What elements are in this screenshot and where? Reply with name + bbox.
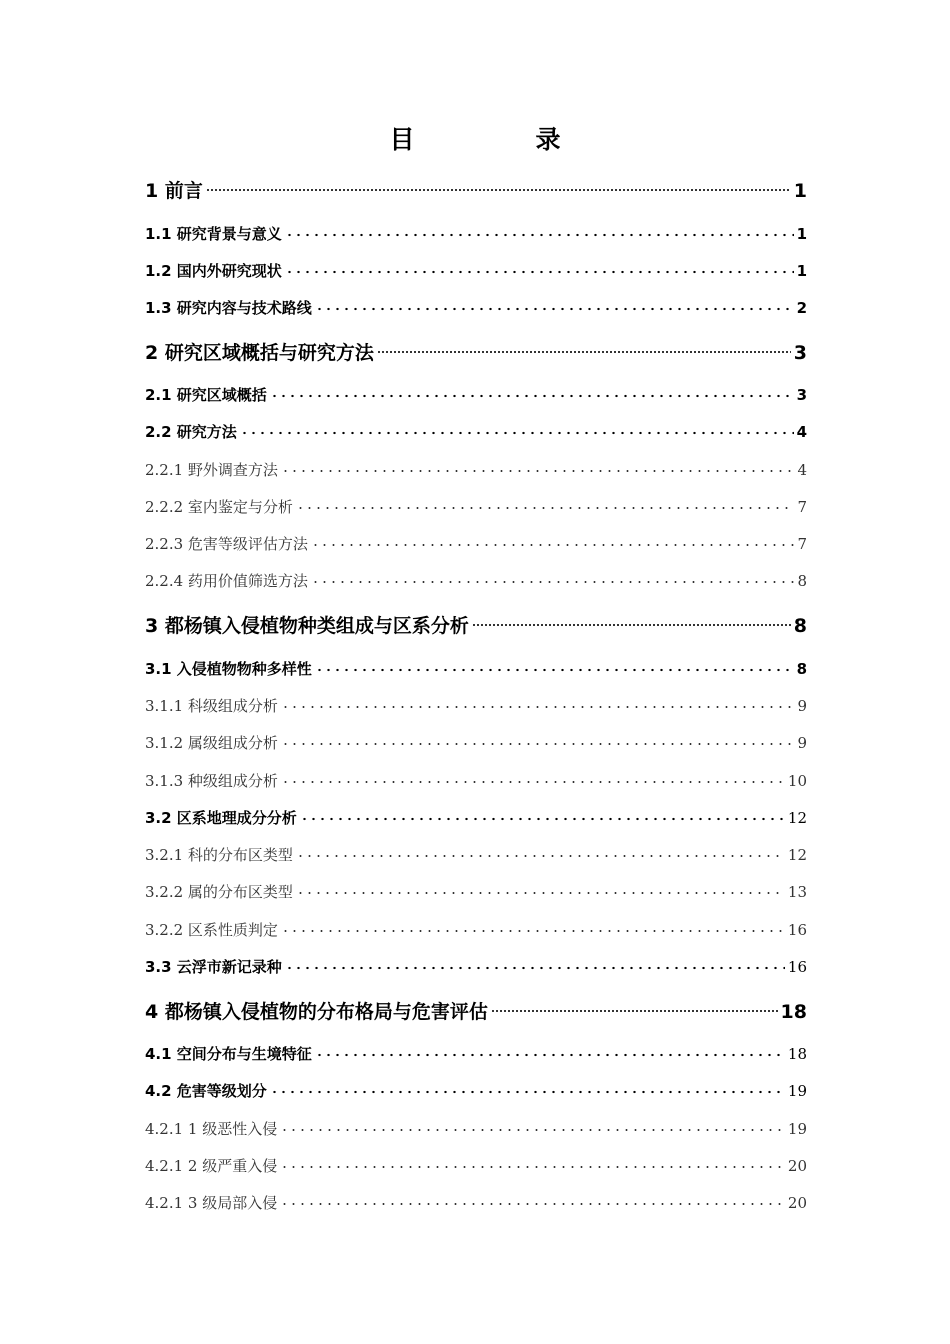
dot-leader: [270, 386, 794, 400]
toc-entry-page: 18: [787, 1045, 807, 1063]
toc-entry-3-1-3[interactable]: [145, 768, 807, 794]
toc-entry-4-2-1[interactable]: [145, 1116, 807, 1142]
toc-entry-label: 3.1.3 种级组成分析: [145, 772, 278, 790]
toc-entry-page: 4: [797, 461, 807, 479]
toc-entry-1-3[interactable]: [145, 295, 807, 321]
toc-entry-page: 18: [780, 1001, 807, 1023]
toc-entry-page: 19: [787, 1082, 807, 1100]
toc-entry-4-2-2[interactable]: [145, 1153, 807, 1179]
toc-entry-page: 20: [787, 1194, 807, 1212]
toc-entry-label: 2.2.3 危害等级评估方法: [145, 535, 308, 553]
toc-entry-2-2-3[interactable]: [145, 531, 807, 557]
toc-entry-label: 3 都杨镇入侵植物种类组成与区系分析: [145, 615, 469, 637]
toc-entry-3[interactable]: [145, 611, 807, 641]
toc-entry-label: 2.2.2 室内鉴定与分析: [145, 498, 293, 516]
toc-entry-label: 2.2.4 药用价值筛选方法: [145, 572, 308, 590]
toc-entry-1-1[interactable]: [145, 221, 807, 247]
toc-entry-label: 1.1 研究背景与意义: [145, 225, 282, 243]
toc-entry-page: 1: [796, 262, 807, 280]
toc-entry-3-2-3[interactable]: [145, 917, 807, 943]
dot-leader: [311, 572, 795, 586]
toc-entry-label: 4 都杨镇入侵植物的分布格局与危害评估: [145, 1001, 488, 1023]
toc-entry-label: 4.1 空间分布与生境特征: [145, 1045, 312, 1063]
toc-entry-2[interactable]: [145, 338, 807, 368]
toc-entry-3-2[interactable]: [145, 805, 807, 831]
dot-leader: [206, 179, 791, 197]
dot-leader: [281, 921, 785, 935]
toc-entry-label: 4.2 危害等级划分: [145, 1082, 267, 1100]
toc-entry-3-1[interactable]: [145, 656, 807, 682]
toc-entry-label: 3.1.2 属级组成分析: [145, 734, 278, 752]
toc-entry-label: 3.3 云浮市新记录种: [145, 958, 282, 976]
toc-entry-1[interactable]: [145, 176, 807, 206]
toc-entry-label: 2.1 研究区域概括: [145, 386, 267, 404]
dot-leader: [296, 883, 785, 897]
toc-entry-3-2-1[interactable]: [145, 842, 807, 868]
toc-entry-label: 3.2 区系地理成分分析: [145, 809, 297, 827]
toc-entry-2-2-2[interactable]: [145, 494, 807, 520]
toc-entry-2-2-4[interactable]: [145, 568, 807, 594]
toc-entry-page: 13: [787, 883, 807, 901]
toc-entry-page: 8: [797, 572, 807, 590]
toc-entry-label: 3.2.2 属的分布区类型: [145, 883, 293, 901]
toc-entry-3-1-2[interactable]: [145, 730, 807, 756]
toc-entry-page: 3: [793, 342, 807, 364]
toc-entry-page: 4: [796, 423, 807, 441]
toc-entry-label: 4.2.1 2 级严重入侵: [145, 1157, 278, 1175]
dot-leader: [280, 1157, 785, 1171]
toc-entry-page: 9: [797, 734, 807, 752]
toc-entry-page: 9: [797, 697, 807, 715]
toc-entry-page: 7: [797, 535, 807, 553]
dot-leader: [285, 958, 785, 972]
dot-leader: [296, 498, 795, 512]
toc-entry-label: 2 研究区域概括与研究方法: [145, 342, 374, 364]
toc-entry-3-3[interactable]: [145, 954, 807, 980]
dot-leader: [281, 697, 795, 711]
toc-entry-page: 7: [797, 498, 807, 516]
toc-entry-label: 4.2.1 3 级局部入侵: [145, 1194, 278, 1212]
toc-entry-4[interactable]: [145, 997, 807, 1027]
dot-leader: [377, 341, 791, 359]
toc-entry-4-2-3[interactable]: [145, 1190, 807, 1216]
toc-entry-page: 1: [796, 225, 807, 243]
toc-entry-label: 3.1.1 科级组成分析: [145, 697, 278, 715]
dot-leader: [315, 299, 794, 313]
dot-leader: [472, 614, 791, 632]
toc-entry-2-2[interactable]: [145, 419, 807, 445]
toc-entry-2-1[interactable]: [145, 382, 807, 408]
dot-leader: [491, 1000, 778, 1018]
toc-entry-page: 16: [787, 958, 807, 976]
toc-entry-3-2-2[interactable]: [145, 879, 807, 905]
toc-entry-page: 2: [796, 299, 807, 317]
toc-entry-page: 3: [796, 386, 807, 404]
toc-entry-label: 1 前言: [145, 180, 203, 202]
toc-entry-1-2[interactable]: [145, 258, 807, 284]
dot-leader: [240, 423, 794, 437]
dot-leader: [311, 535, 795, 549]
dot-leader: [300, 809, 785, 823]
toc-entry-page: 12: [787, 846, 807, 864]
toc-entry-label: 1.2 国内外研究现状: [145, 262, 282, 280]
toc-entry-page: 19: [787, 1120, 807, 1138]
toc-entry-label: 3.2.2 区系性质判定: [145, 921, 278, 939]
toc-entry-4-2[interactable]: [145, 1078, 807, 1104]
dot-leader: [315, 1045, 785, 1059]
toc-entry-label: 2.2.1 野外调查方法: [145, 461, 278, 479]
toc-entry-page: 16: [787, 921, 807, 939]
dot-leader: [285, 225, 794, 239]
toc-entry-4-1[interactable]: [145, 1041, 807, 1067]
dot-leader: [285, 262, 794, 276]
toc-entry-page: 12: [787, 809, 807, 827]
dot-leader: [296, 846, 785, 860]
dot-leader: [280, 1120, 785, 1134]
toc-entry-3-1-1[interactable]: [145, 693, 807, 719]
toc-entry-label: 4.2.1 1 级恶性入侵: [145, 1120, 278, 1138]
toc-entry-page: 8: [796, 660, 807, 678]
toc-entry-page: 20: [787, 1157, 807, 1175]
dot-leader: [280, 1194, 785, 1208]
dot-leader: [281, 734, 795, 748]
toc-entry-2-2-1[interactable]: [145, 457, 807, 483]
toc-entry-page: 8: [793, 615, 807, 637]
dot-leader: [281, 461, 795, 475]
toc-entry-label: 3.1 入侵植物物种多样性: [145, 660, 312, 678]
toc-entry-label: 3.2.1 科的分布区类型: [145, 846, 293, 864]
toc-entry-page: 10: [787, 772, 807, 790]
toc-entry-label: 2.2 研究方法: [145, 423, 237, 441]
dot-leader: [281, 772, 785, 786]
toc-title: 目 录: [389, 125, 609, 154]
toc-entry-page: 1: [793, 180, 807, 202]
toc-entry-label: 1.3 研究内容与技术路线: [145, 299, 312, 317]
dot-leader: [315, 660, 794, 674]
dot-leader: [270, 1082, 785, 1096]
